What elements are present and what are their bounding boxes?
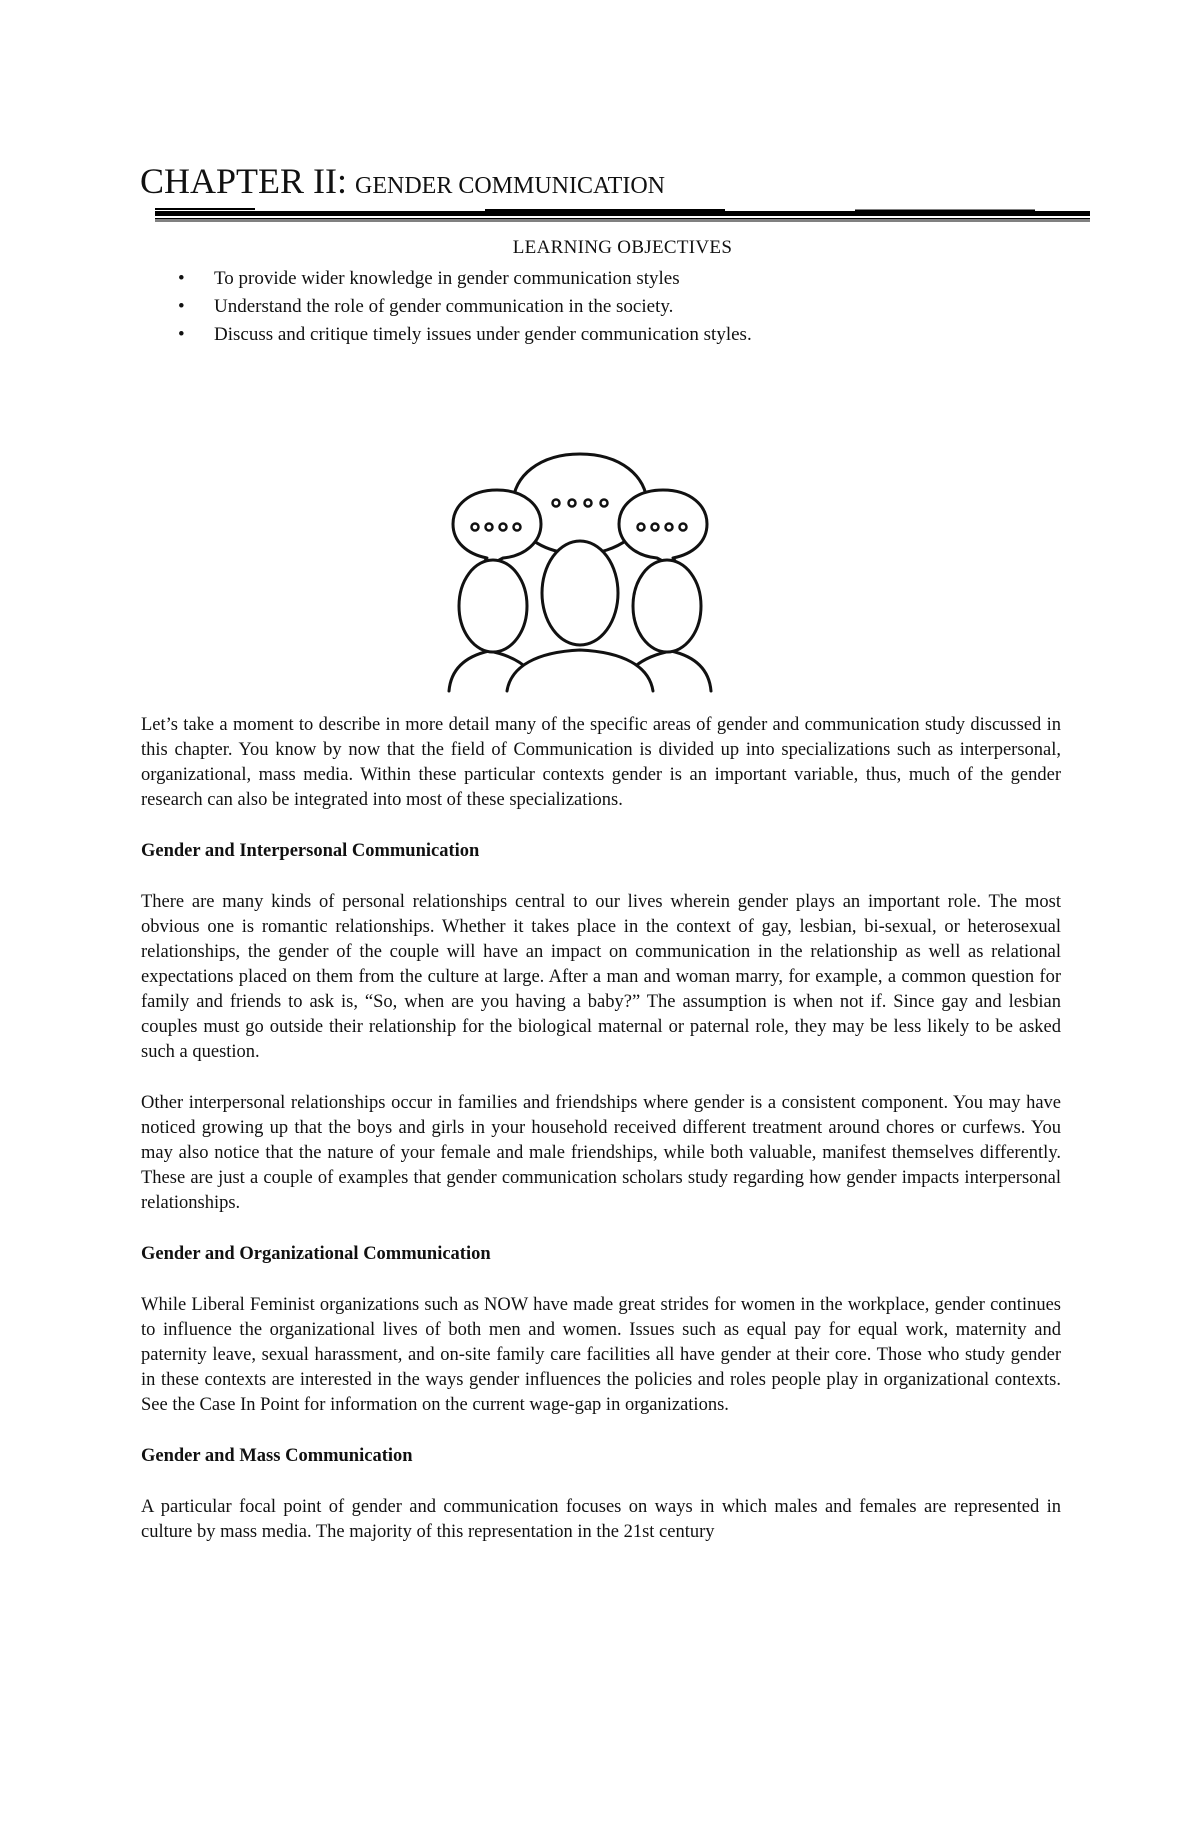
body-paragraph: A particular focal point of gender and communication focuses on ways in which males and females are represented in culture by mass media. The majority of this representation in the 21st century bbox=[141, 1497, 1061, 1542]
chapter-title bbox=[140, 160, 665, 202]
chapter-title-prefix: CHAPTER II: bbox=[140, 161, 347, 201]
objective-item: • Discuss and critique timely issues under gender communication styles. bbox=[178, 321, 752, 349]
people-talking-speech-bubbles-icon bbox=[445, 448, 715, 694]
learning-objectives-list bbox=[178, 265, 752, 349]
section-heading: Gender and Interpersonal Communication bbox=[141, 841, 480, 861]
objective-item: • To provide wider knowledge in gender communication styles bbox=[178, 265, 752, 293]
intro-paragraph: Let’s take a moment to describe in more detail many of the specific areas of gender and communication study discussed in this chapter. You know by now that the field of Communication is divided up into specializations such as interpersonal, organizational, mass media. Within these particular contexts gender is an important variable, thus, much of the gender research can also be integrated into most of these specializations. bbox=[141, 715, 1061, 810]
section-heading: Gender and Organizational Communication bbox=[141, 1244, 491, 1264]
body-paragraph: Other interpersonal relationships occur in families and friendships where gender is a consistent component. You may have noticed growing up that the boys and girls in your household received different treatment around chores or curfews. You may also notice that the nature of your female and male friendships, while both valuable, manifest themselves differently. These are just a couple of examples that gender communication scholars study regarding how gender impacts interpersonal relationships. bbox=[141, 1093, 1061, 1213]
chapter-body bbox=[141, 713, 1061, 1545]
objective-item: • Understand the role of gender communication in the society. bbox=[178, 293, 752, 321]
body-paragraph: While Liberal Feminist organizations such as NOW have made great strides for women in the workplace, gender continues to influence the organizational lives of both men and women. Issues such as equal pay for equal work, maternity and paternity leave, sexual harassment, and on-site family care facilities all have gender at their core. Those who study gender in these contexts are interested in the ways gender influences the policies and roles people play in organizational contexts. See the Case In Point for information on the current wage-gap in organizations. bbox=[141, 1295, 1061, 1415]
chapter-title-main: GENDER COMMUNICATION bbox=[355, 173, 665, 199]
body-paragraph: There are many kinds of personal relationships central to our lives wherein gender plays an important role. The most obvious one is romantic relationships. Whether it takes place in the context of gay, lesbian, bi-sexual, or heterosexual relationships, the gender of the couple will have an impact on communication in the relationship as well as relational expectations placed on them from the culture at large. After a man and woman marry, for example, a common question for family and friends to ask is, “So, when are you having a baby?” The assumption is when not if. Since gay and lesbian couples must go outside their relationship for the biological maternal or paternal role, they may be less likely to be asked such a question. bbox=[141, 892, 1061, 1062]
learning-objectives-heading: LEARNING OBJECTIVES bbox=[512, 237, 733, 258]
section-heading: Gender and Mass Communication bbox=[141, 1446, 413, 1466]
title-divider bbox=[155, 208, 1090, 224]
